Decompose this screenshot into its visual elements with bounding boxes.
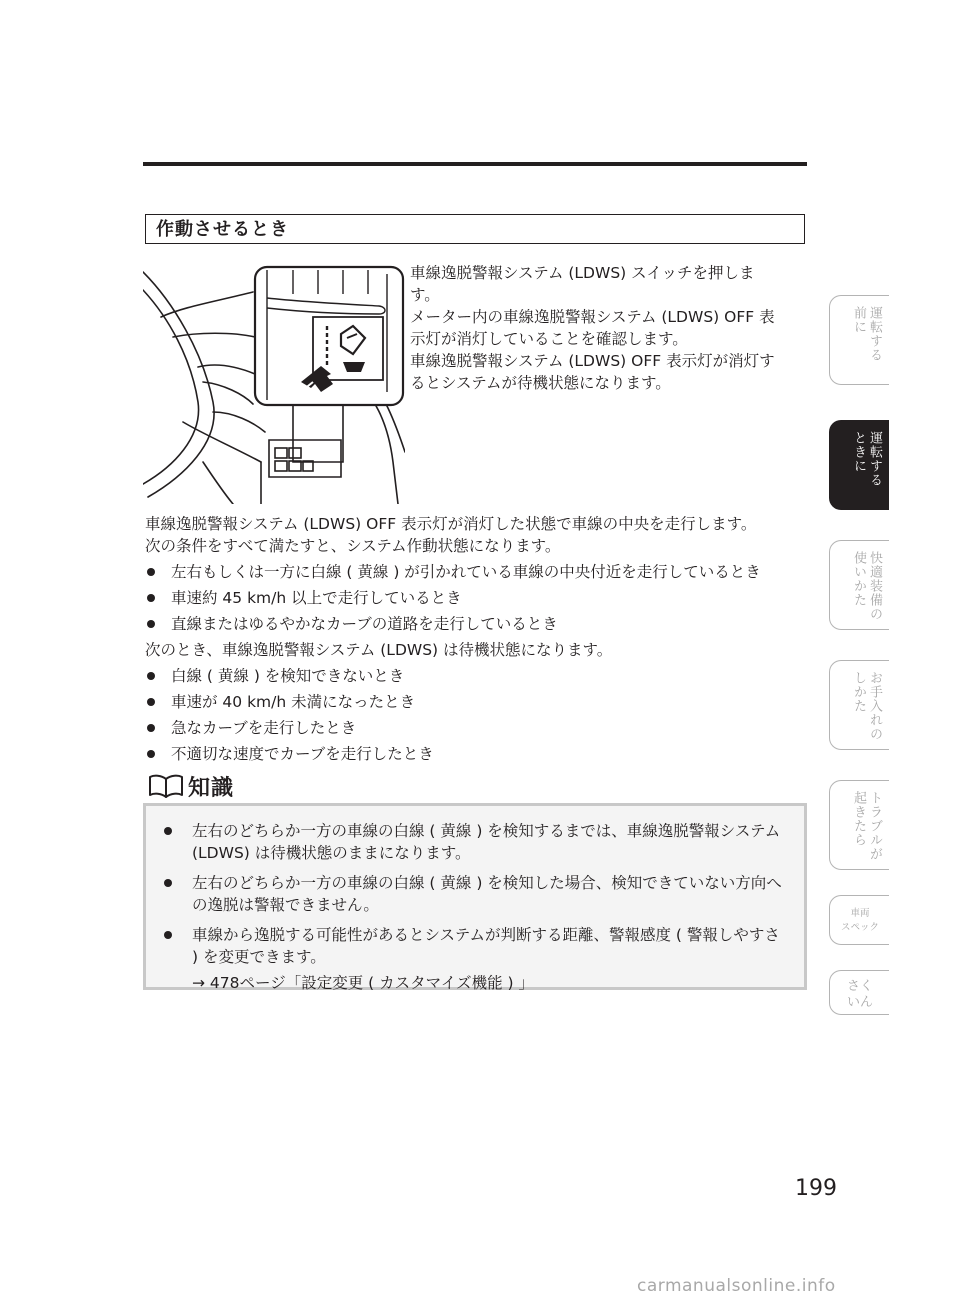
tab-maintenance[interactable] [829,660,889,750]
watermark: carmanualsonline.info [637,1276,836,1296]
list-item: 車速が 40 km/h 未満になったとき [145,691,810,713]
main-body [145,513,810,769]
tab-comfort-features[interactable] [829,540,889,630]
knowledge-heading [148,770,234,802]
paragraph: 次のとき、車線逸脱警報システム (LDWS) は待機状態になります。 [145,641,613,659]
knowledge-list [160,820,790,968]
tab-label: お手入れの [867,671,882,741]
intro-line: 車線逸脱警報システム (LDWS) OFF 表示灯が消灯す [410,352,775,370]
tab-label: 快適装備の [867,551,882,621]
page-number: 199 [795,1176,837,1201]
intro-line: す。 [410,286,440,304]
tab-index[interactable] [829,970,889,1015]
tab-label: 車両 [850,908,870,919]
list-item: 左右もしくは一方に白線 ( 黄線 ) が引かれている車線の中央付近を走行しているとき [145,561,810,583]
tab-label: さく [846,979,873,994]
list-item: 車速約 45 km/h 以上で走行しているとき [145,587,810,609]
tab-label: いん [846,995,873,1010]
intro-line: メーター内の車線逸脱警報システム (LDWS) OFF 表 [410,308,775,326]
list-item: 白線 ( 黄線 ) を検知できないとき [145,665,810,687]
tab-label: スペック [840,922,879,933]
intro-text [410,262,808,394]
list-item: 直線またはゆるやかなカーブの道路を走行しているとき [145,613,810,635]
paragraph: 次の条件をすべて満たすと、システム作動状態になります。 [145,537,561,555]
list-item: 左右のどちらか一方の車線の白線 ( 黄線 ) を検知した場合、検知できていない方向への逸脱は警報できません。 [160,872,790,916]
tab-label: 使いかた [851,551,866,607]
top-rule [143,162,807,166]
tab-label: トラブルが [867,791,882,861]
intro-line: るとシステムが待機状態になります。 [410,374,671,392]
tab-label: しかた [851,671,866,713]
tab-vehicle-specs[interactable] [829,895,889,945]
knowledge-title: 知識 [188,775,235,801]
tab-label: 運転する [867,431,882,487]
list-item: 車線から逸脱する可能性があるとシステムが判断する距離、警報感度 ( 警報しやすさ ) を変更できます。 [160,924,790,968]
tab-label: ときに [851,431,866,473]
ldws-switch-illustration [143,262,405,504]
list-item: 不適切な速度でカーブを走行したとき [145,743,810,765]
list-item: 左右のどちらか一方の車線の白線 ( 黄線 ) を検知するまでは、車線逸脱警報システム (LDWS) は待機状態のままになります。 [160,820,790,864]
tab-before-driving[interactable] [829,295,889,385]
intro-line: 車線逸脱警報システム (LDWS) スイッチを押しま [410,264,755,282]
tab-while-driving[interactable] [829,420,889,510]
condition-list [145,561,810,635]
knowledge-box [143,803,807,990]
tab-troubleshooting[interactable] [829,780,889,870]
page-reference-link[interactable]: → 478ページ「設定変更 ( カスタマイズ機能 ) 」 [192,974,535,992]
book-icon [148,773,184,799]
intro-line: 示灯が消灯していることを確認します。 [410,330,688,348]
section-heading: 作動させるとき [145,214,805,244]
paragraph: 車線逸脱警報システム (LDWS) OFF 表示灯が消灯した状態で車線の中央を走行します。 [145,515,757,533]
tab-label: 起きたら [851,791,866,847]
tab-label: 運転する [867,306,882,362]
tab-label: 前に [851,306,866,334]
list-item: 急なカーブを走行したとき [145,717,810,739]
standby-list [145,665,810,765]
